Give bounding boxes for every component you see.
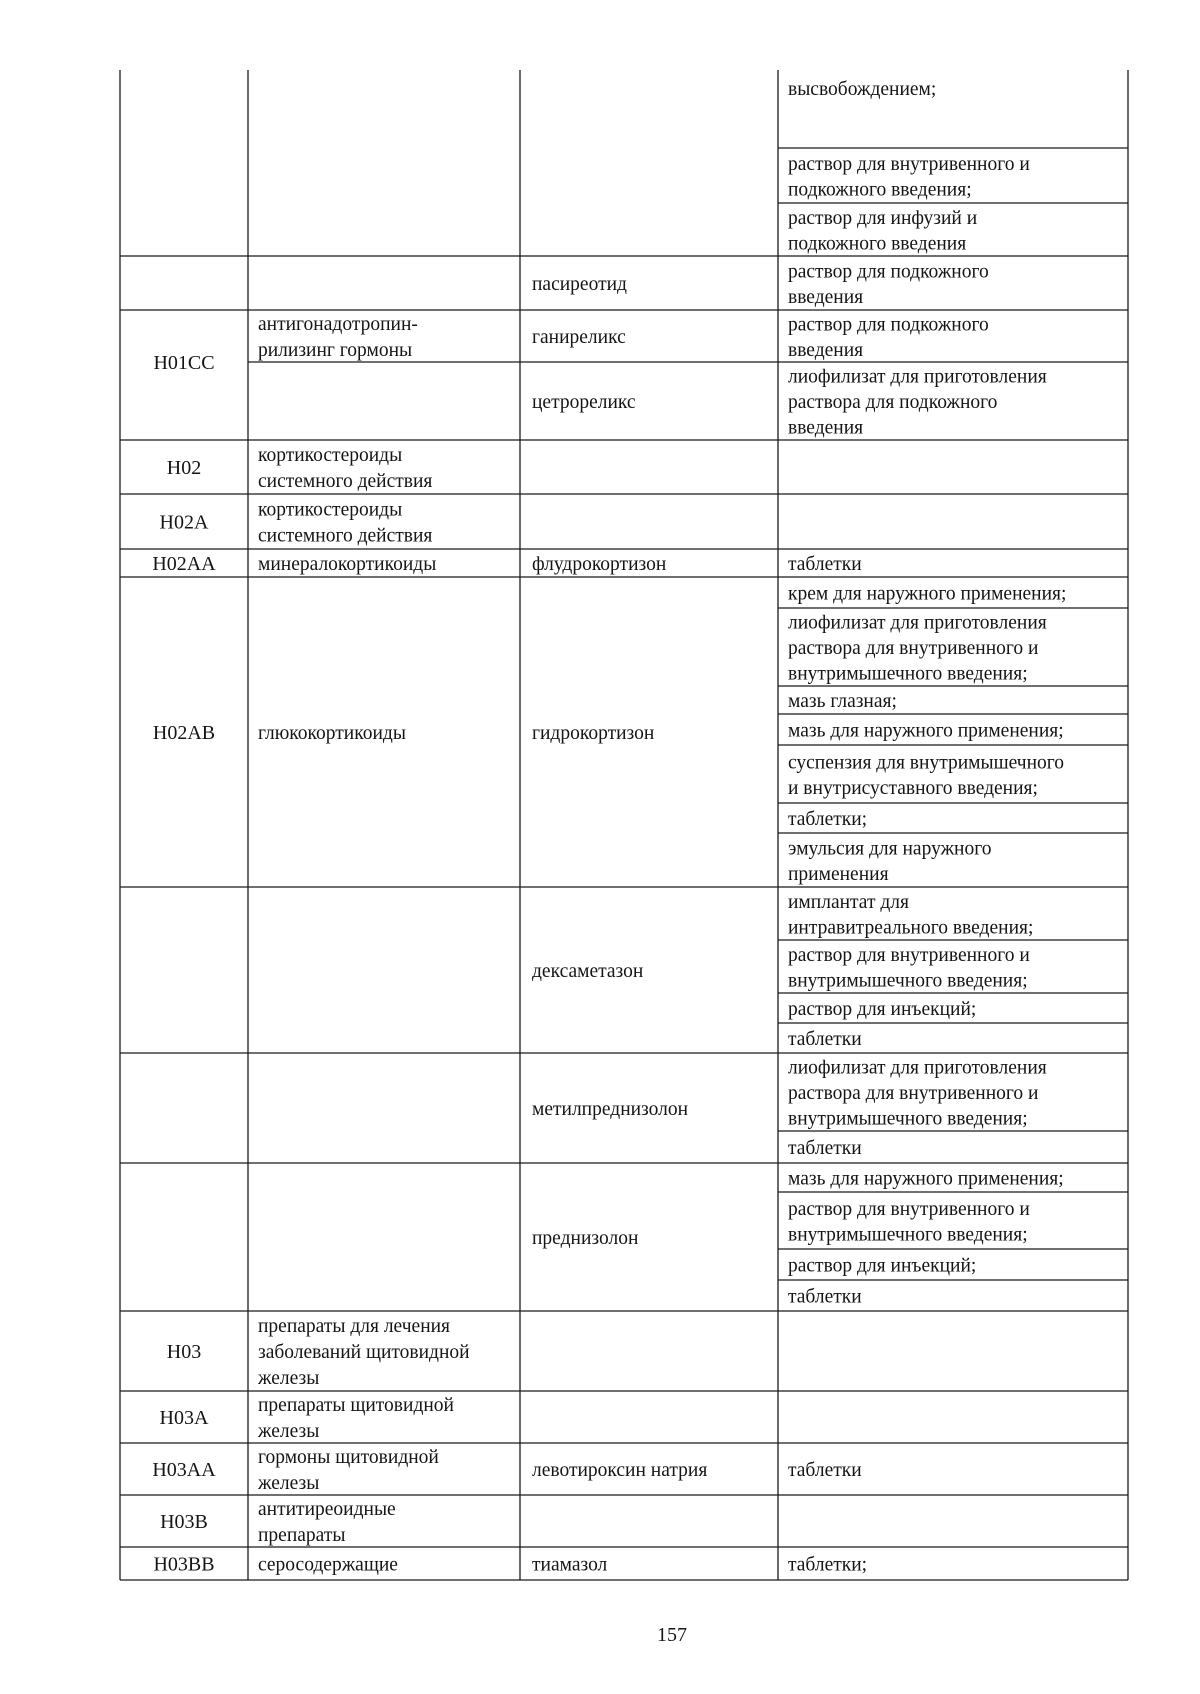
atc-code: H01CC bbox=[153, 352, 215, 374]
dosage-form: мазь глазная; bbox=[788, 691, 897, 712]
drug-name: ганиреликс bbox=[532, 327, 626, 348]
dosage-form: введения bbox=[788, 286, 864, 308]
atc-code: H02 bbox=[166, 457, 202, 479]
dosage-form: внутримышечного введения; bbox=[788, 663, 1028, 685]
dosage-form: таблетки bbox=[788, 1029, 862, 1050]
drug-table bbox=[120, 70, 1128, 1580]
atc-code: H03A bbox=[159, 1407, 209, 1429]
dosage-form: раствор для подкожного bbox=[788, 261, 989, 283]
dosage-form: подкожного введения bbox=[788, 233, 967, 255]
page-number: 157 bbox=[657, 1624, 687, 1646]
group-name: глюкокортикоиды bbox=[258, 723, 406, 744]
atc-code: H03BB bbox=[153, 1553, 215, 1576]
dosage-form: таблетки bbox=[788, 1286, 862, 1308]
atc-code: H02A bbox=[159, 511, 209, 534]
dosage-form: раствор для внутривенного и bbox=[788, 153, 1030, 175]
drug-name: гидрокортизон bbox=[532, 723, 655, 744]
drug-name: преднизолон bbox=[532, 1228, 639, 1249]
dosage-form: лиофилизат для приготовления bbox=[788, 1057, 1047, 1079]
dosage-form: имплантат для bbox=[788, 891, 909, 913]
drug-name: тиамазол bbox=[532, 1554, 608, 1576]
dosage-form: таблетки bbox=[788, 554, 862, 575]
group-name: антигонадотропин- bbox=[258, 314, 418, 335]
dosage-form: таблетки bbox=[788, 1460, 862, 1481]
dosage-form: таблетки bbox=[788, 1138, 862, 1159]
dosage-form: подкожного введения; bbox=[788, 179, 972, 201]
drug-name: метилпреднизолон bbox=[532, 1099, 689, 1120]
dosage-form: раствор для внутривенного и bbox=[788, 1198, 1030, 1220]
dosage-form: введения bbox=[788, 339, 864, 361]
dosage-form: внутримышечного введения; bbox=[788, 1108, 1028, 1130]
drug-name: флудрокортизон bbox=[532, 554, 667, 575]
group-name: системного действия bbox=[258, 471, 433, 492]
dosage-form: раствор для инъекций; bbox=[788, 1255, 977, 1277]
dosage-form: внутримышечного введения; bbox=[788, 970, 1028, 992]
group-name: железы bbox=[258, 1368, 320, 1389]
atc-code: H02AB bbox=[152, 722, 216, 744]
atc-code: H03 bbox=[166, 1341, 202, 1363]
dosage-form: интравитреального введения; bbox=[788, 917, 1034, 939]
dosage-form: введения bbox=[788, 417, 864, 439]
drug-name: дексаметазон bbox=[532, 961, 644, 982]
drug-name: пасиреотид bbox=[532, 274, 627, 295]
dosage-form: таблетки; bbox=[788, 809, 868, 830]
atc-code: H03B bbox=[160, 1511, 208, 1533]
dosage-form: раствор для инфузий и bbox=[788, 207, 978, 229]
dosage-form: мазь для наружного применения; bbox=[788, 1168, 1064, 1190]
dosage-form: раствора для подкожного bbox=[788, 392, 998, 413]
group-name: препараты bbox=[258, 1525, 346, 1546]
group-name: препараты щитовидной bbox=[258, 1395, 454, 1416]
group-name: препараты для лечения bbox=[258, 1316, 451, 1337]
dosage-form: раствор для инъекций; bbox=[788, 999, 977, 1020]
dosage-form: раствора для внутривенного и bbox=[788, 1083, 1039, 1104]
dosage-form: таблетки; bbox=[788, 1554, 868, 1576]
drug-name: цетрореликс bbox=[532, 392, 636, 413]
group-name: кортикостероиды bbox=[258, 445, 403, 466]
dosage-form: и внутрисуставного введения; bbox=[788, 777, 1038, 799]
drug-name: левотироксин натрия bbox=[532, 1460, 708, 1481]
group-name: рилизинг гормоны bbox=[258, 340, 413, 361]
group-name: минералокортикоиды bbox=[258, 554, 437, 575]
group-name: железы bbox=[258, 1473, 320, 1494]
atc-code: H02AA bbox=[152, 553, 216, 575]
group-name: заболеваний щитовидной bbox=[258, 1342, 470, 1363]
dosage-form: раствора для внутривенного и bbox=[788, 638, 1039, 659]
atc-code: H03AA bbox=[152, 1459, 216, 1481]
dosage-form: лиофилизат для приготовления bbox=[788, 366, 1047, 388]
dosage-form: раствор для внутривенного и bbox=[788, 944, 1030, 966]
dosage-form: лиофилизат для приготовления bbox=[788, 612, 1047, 634]
group-name: антитиреоидные bbox=[258, 1499, 396, 1520]
dosage-form: крем для наружного применения; bbox=[788, 583, 1067, 605]
group-name: гормоны щитовидной bbox=[258, 1447, 439, 1468]
group-name: кортикостероиды bbox=[258, 499, 403, 521]
group-name: железы bbox=[258, 1421, 320, 1442]
group-name: системного действия bbox=[258, 525, 433, 547]
dosage-form: применения bbox=[788, 863, 889, 885]
group-name: серосодержащие bbox=[258, 1554, 398, 1576]
dosage-form: эмульсия для наружного bbox=[788, 838, 992, 860]
dosage-form: раствор для подкожного bbox=[788, 314, 989, 336]
dosage-form: мазь для наружного применения; bbox=[788, 720, 1064, 742]
dosage-form: внутримышечного введения; bbox=[788, 1224, 1028, 1246]
dosage-form: высвобождением; bbox=[788, 79, 937, 100]
dosage-form: суспензия для внутримышечного bbox=[788, 752, 1065, 774]
